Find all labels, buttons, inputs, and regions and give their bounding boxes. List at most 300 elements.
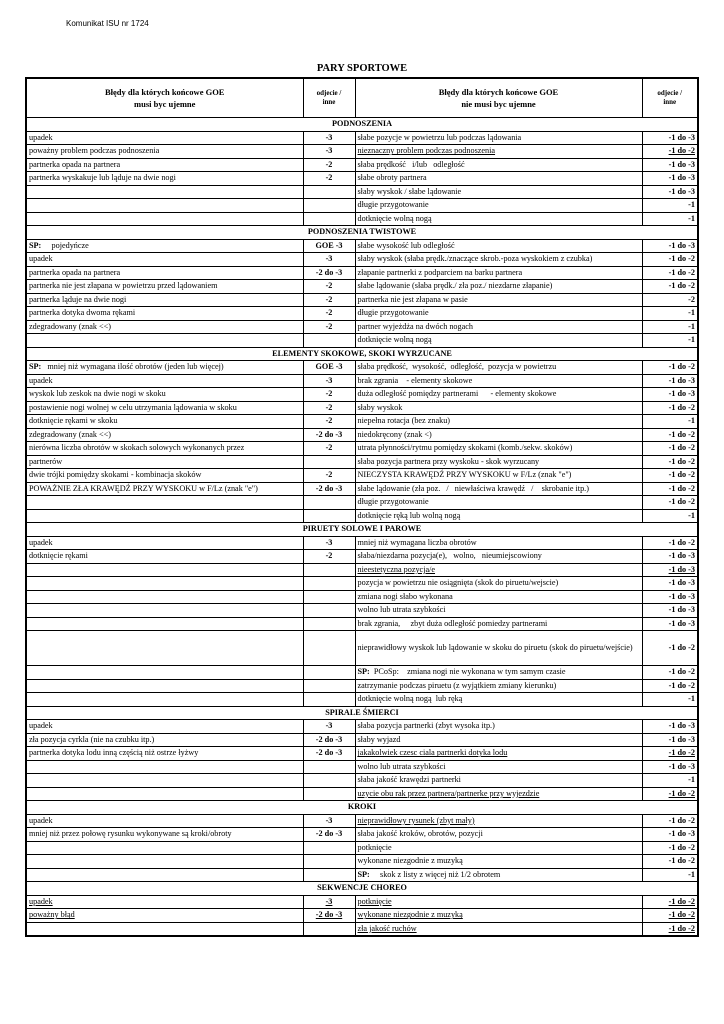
deduction-value-optional	[642, 455, 698, 469]
deduction-value-optional	[642, 199, 698, 213]
error-description-negative	[26, 334, 303, 348]
deduction-value-optional	[642, 320, 698, 334]
deduction-text: -1 do -3	[668, 721, 695, 731]
deduction-text: -1	[688, 510, 695, 520]
error-description-negative	[26, 158, 303, 172]
error-description-optional	[355, 747, 642, 761]
error-text: zmiana nogi słabo wykonana	[357, 591, 453, 601]
error-text: partnerka dotyka lodu inną częścią niż ostrze łyżwy	[29, 748, 199, 758]
error-text: słaby wyjazd	[357, 734, 401, 744]
error-text: potknięcie	[357, 842, 392, 852]
error-text: słaba prędkość i/lub odległość	[357, 159, 465, 169]
column-header-right: Błędy dla których końcowe GOE nie musi byc ujemne	[355, 78, 642, 118]
deduction-value-negative	[303, 253, 355, 267]
error-text: zdegradowany (znak <<)	[29, 429, 111, 439]
error-description-optional	[355, 774, 642, 788]
deduction-value-optional	[642, 895, 698, 909]
error-text: partnerka dotyka dwoma rękami	[29, 308, 136, 318]
error-text: pozycja w powietrzu nie osiągnięta (skok do piruetu/wejscie)	[357, 578, 559, 588]
table-row	[26, 239, 698, 253]
deduction-value-negative	[303, 239, 355, 253]
error-description-negative	[26, 145, 303, 159]
error-description-negative	[26, 320, 303, 334]
error-text: uzycie obu rak przez partnera/partnerke przy wyjezdzie	[357, 788, 540, 798]
section-header-row	[26, 118, 698, 132]
error-description-optional	[355, 909, 642, 923]
error-text: brak zgrania, zbyt duża odległość pomiedzy partnerami	[357, 618, 548, 628]
table-row	[26, 361, 698, 375]
deduction-text: -1 do -3	[668, 734, 695, 744]
deduction-value-optional	[642, 747, 698, 761]
error-description-optional	[355, 131, 642, 145]
deduction-text: -1 do -2	[668, 254, 695, 264]
error-description-negative	[26, 455, 303, 469]
deduction-value-negative	[303, 550, 355, 564]
error-text: poważny problem podczas podnoszenia	[29, 146, 160, 156]
deduction-text: -1 do -2	[668, 267, 695, 277]
deduction-value-negative	[303, 361, 355, 375]
deduction-text: -1 do -3	[668, 159, 695, 169]
error-description-negative	[26, 131, 303, 145]
error-description-optional	[355, 760, 642, 774]
deduction-text: -1 do -3	[668, 551, 695, 561]
deduction-text: -1 do -3	[668, 173, 695, 183]
error-description-negative	[26, 239, 303, 253]
deduction-value-negative	[303, 590, 355, 604]
deduction-text: -1 do -2	[668, 896, 695, 906]
deduction-text: -1	[688, 321, 695, 331]
error-description-negative	[26, 280, 303, 294]
error-description-negative	[26, 828, 303, 842]
section-header-row	[26, 706, 698, 720]
deduction-value-optional	[642, 266, 698, 280]
deduction-text: -1	[688, 694, 695, 704]
table-row	[26, 550, 698, 564]
error-text: partnerka nie jest złapana w powietrzu przed lądowaniem	[29, 281, 218, 291]
deduction-value-negative	[303, 563, 355, 577]
error-text: upadek	[29, 375, 53, 385]
deduction-text: -1 do -2	[668, 856, 695, 866]
error-text: zła jakość ruchów	[357, 923, 417, 933]
table-row	[26, 604, 698, 618]
error-description-negative	[26, 693, 303, 707]
error-description-optional	[355, 158, 642, 172]
deduction-value-negative	[303, 760, 355, 774]
error-text: wolno lub utrata szybkości	[357, 605, 446, 615]
error-text: pojedyńcze	[41, 240, 89, 250]
error-description-optional	[355, 428, 642, 442]
error-text: dotknięcie wolną nogą	[357, 213, 432, 223]
deduction-value-optional	[642, 693, 698, 707]
deduction-text: -1 do -2	[668, 456, 695, 466]
error-text: skok z listy z więcej niż 1/2 obrotem	[369, 869, 501, 879]
error-text: dotknięcie wolną nogą	[357, 335, 432, 345]
table-row	[26, 720, 698, 734]
error-description-optional	[355, 212, 642, 226]
error-description-negative	[26, 482, 303, 496]
deduction-value-negative	[303, 909, 355, 923]
deduction-value-optional	[642, 361, 698, 375]
error-text: długie przygotowanie	[357, 200, 429, 210]
error-description-optional	[355, 895, 642, 909]
error-description-negative	[26, 199, 303, 213]
table-row	[26, 469, 698, 483]
error-text: mniej niż wymagana liczba obrotów	[357, 537, 477, 547]
error-text: dotknięcie ręką lub wolną nogą	[357, 510, 461, 520]
deduction-text: -2	[325, 159, 333, 169]
error-description-negative	[26, 293, 303, 307]
error-text: partnerka opada na partnera	[29, 159, 121, 169]
error-text: słabe wysokość lub odległość	[357, 240, 455, 250]
deduction-value-negative	[303, 693, 355, 707]
error-description-negative	[26, 617, 303, 631]
deduction-value-negative	[303, 895, 355, 909]
error-description-optional	[355, 787, 642, 801]
section-title: ELEMENTY SKOKOWE, SKOKI WYRZUCANE	[26, 347, 698, 361]
table-row	[26, 131, 698, 145]
deduction-value-optional	[642, 185, 698, 199]
deduction-text: -1 do -3	[668, 605, 695, 615]
table-row	[26, 666, 698, 680]
error-description-negative	[26, 720, 303, 734]
table-row	[26, 496, 698, 510]
table-row	[26, 536, 698, 550]
deduction-text: -1 do -3	[668, 578, 695, 588]
errors-table	[25, 77, 699, 937]
deduction-value-negative	[303, 388, 355, 402]
error-text: wykonane niezgodnie z muzyką	[357, 856, 463, 866]
table-row	[26, 388, 698, 402]
error-text: słaba pozycja partnerki (zbyt wysoka itp.)	[357, 721, 495, 731]
error-description-optional	[355, 496, 642, 510]
table-row	[26, 253, 698, 267]
error-description-negative	[26, 855, 303, 869]
deduction-value-negative	[303, 617, 355, 631]
error-text: słaba pozycja partnera przy wyskoku - skok wyrzucany	[357, 456, 540, 466]
deduction-value-negative	[303, 185, 355, 199]
error-description-negative	[26, 590, 303, 604]
error-description-negative	[26, 841, 303, 855]
sp-label: SP:	[357, 667, 370, 677]
error-description-negative	[26, 733, 303, 747]
deduction-value-optional	[642, 922, 698, 936]
deduction-value-optional	[642, 158, 698, 172]
deduction-value-optional	[642, 496, 698, 510]
error-text: słabe pozycje w powietrzu lub podczas lądowania	[357, 132, 522, 142]
error-description-negative	[26, 604, 303, 618]
deduction-value-optional	[642, 442, 698, 456]
deduction-text: -2	[325, 416, 333, 426]
error-description-optional	[355, 841, 642, 855]
error-description-optional	[355, 482, 642, 496]
deduction-text: -3	[325, 375, 333, 385]
error-description-optional	[355, 266, 642, 280]
deduction-value-negative	[303, 307, 355, 321]
deduction-text: -3	[325, 146, 333, 156]
error-text: utrata płynności/rytmu pomiędzy skokami (komb./sekw. skoków)	[357, 443, 573, 453]
error-text: nieprawidłowy wyskok lub lądowanie w skoku do piruetu (skok do piruetu/wejście)	[357, 643, 633, 652]
error-description-optional	[355, 868, 642, 882]
deduction-value-optional	[642, 334, 698, 348]
deduction-text: -3	[325, 721, 333, 731]
deduction-text: -1 do -2	[668, 497, 695, 507]
deduction-value-optional	[642, 828, 698, 842]
table-row	[26, 199, 698, 213]
error-description-negative	[26, 374, 303, 388]
table-row	[26, 679, 698, 693]
section-header-row	[26, 801, 698, 815]
deduction-text: -1 do -2	[668, 470, 695, 480]
error-description-optional	[355, 733, 642, 747]
deduction-text: -1 do -2	[668, 748, 695, 758]
error-description-negative	[26, 442, 303, 456]
deduction-text: -1 do -2	[668, 483, 695, 493]
table-row	[26, 590, 698, 604]
deduction-value-optional	[642, 469, 698, 483]
deduction-text: -1	[688, 869, 695, 879]
deduction-value-optional	[642, 787, 698, 801]
table-row	[26, 374, 698, 388]
error-text: długie przygotowanie	[357, 308, 429, 318]
table-row	[26, 145, 698, 159]
error-text: słaby wyskok (słaba prędk./znaczące skrob.-poza wyskokiem z czubka)	[357, 254, 593, 264]
sp-label: SP:	[357, 869, 370, 879]
table-row	[26, 563, 698, 577]
deduction-value-negative	[303, 828, 355, 842]
deduction-value-optional	[642, 374, 698, 388]
table-row	[26, 868, 698, 882]
error-description-optional	[355, 388, 642, 402]
error-text: wolno lub utrata szybkości	[357, 761, 446, 771]
deduction-text: -3	[325, 254, 333, 264]
deduction-value-optional	[642, 428, 698, 442]
table-row	[26, 415, 698, 429]
error-description-negative	[26, 666, 303, 680]
table-row	[26, 787, 698, 801]
error-text: zła pozycja cyrkla (nie na czubku itp.)	[29, 734, 155, 744]
table-row	[26, 617, 698, 631]
error-description-optional	[355, 550, 642, 564]
deduction-value-negative	[303, 320, 355, 334]
deduction-text: -1 do -3	[668, 761, 695, 771]
deduction-text: -2	[325, 294, 333, 304]
error-description-negative	[26, 509, 303, 523]
error-description-optional	[355, 828, 642, 842]
table-row	[26, 855, 698, 869]
deduction-value-optional	[642, 307, 698, 321]
deduction-text: -2	[325, 173, 333, 183]
deduction-value-optional	[642, 172, 698, 186]
table-row	[26, 841, 698, 855]
deduction-value-negative	[303, 720, 355, 734]
deduction-value-negative	[303, 747, 355, 761]
table-body	[26, 118, 698, 937]
section-header-row	[26, 226, 698, 240]
error-text: dotknięcie rękami	[29, 551, 88, 561]
error-description-optional	[355, 401, 642, 415]
error-description-optional	[355, 320, 642, 334]
error-description-negative	[26, 401, 303, 415]
error-description-negative	[26, 563, 303, 577]
deduction-text: -2	[325, 281, 333, 291]
deduction-text: -2 do -3	[315, 829, 343, 839]
deduction-value-negative	[303, 280, 355, 294]
deduction-text: -1 do -2	[668, 281, 695, 291]
deduction-value-negative	[303, 199, 355, 213]
error-description-negative	[26, 212, 303, 226]
deduction-text: -2	[325, 470, 333, 480]
deduction-text: GOE -3	[315, 362, 343, 372]
table-row	[26, 760, 698, 774]
deduction-value-optional	[642, 631, 698, 666]
deduction-text: -1 do -3	[668, 186, 695, 196]
error-text: upadek	[29, 896, 53, 906]
deduction-text: -2 do -3	[315, 910, 343, 920]
deduction-text: -1 do -2	[668, 923, 695, 933]
deduction-value-optional	[642, 239, 698, 253]
error-description-optional	[355, 693, 642, 707]
section-title: KROKI	[26, 801, 698, 815]
error-text: potknięcie	[357, 896, 392, 906]
error-description-optional	[355, 679, 642, 693]
deduction-text: -3	[325, 537, 333, 547]
table-row	[26, 828, 698, 842]
error-description-negative	[26, 496, 303, 510]
error-description-negative	[26, 415, 303, 429]
deduction-value-optional	[642, 131, 698, 145]
section-header-row	[26, 347, 698, 361]
deduction-text: -1 do -3	[668, 618, 695, 628]
error-description-negative	[26, 185, 303, 199]
deduction-text: -1 do -2	[668, 146, 695, 156]
error-text: partnerów	[29, 456, 63, 466]
table-row	[26, 334, 698, 348]
error-description-negative	[26, 253, 303, 267]
error-description-negative	[26, 631, 303, 666]
deduction-value-negative	[303, 482, 355, 496]
error-description-optional	[355, 922, 642, 936]
error-description-negative	[26, 266, 303, 280]
table-row	[26, 814, 698, 828]
error-description-optional	[355, 666, 642, 680]
deduction-value-negative	[303, 922, 355, 936]
error-description-optional	[355, 720, 642, 734]
section-header-row	[26, 882, 698, 896]
deduction-text: -3	[325, 132, 333, 142]
deduction-value-optional	[642, 482, 698, 496]
deduction-value-negative	[303, 787, 355, 801]
deduction-value-optional	[642, 604, 698, 618]
deduction-value-negative	[303, 145, 355, 159]
error-text: partnerka wyskakuje lub ląduje na dwie nogi	[29, 173, 176, 183]
section-title: PODNOSZENIA TWISTOWE	[26, 226, 698, 240]
deduction-text: -2	[325, 389, 333, 399]
error-text: mniej niż wymagana ilość obrotów (jeden lub więcej)	[41, 362, 224, 372]
error-text: niepełna rotacja (bez znaku)	[357, 416, 451, 426]
error-description-negative	[26, 787, 303, 801]
deduction-value-optional	[642, 401, 698, 415]
deduction-value-negative	[303, 631, 355, 666]
error-description-negative	[26, 550, 303, 564]
column-header-deduction-left: odjecie / inne	[303, 78, 355, 118]
table-row	[26, 401, 698, 415]
table-row	[26, 172, 698, 186]
deduction-value-negative	[303, 496, 355, 510]
error-description-optional	[355, 604, 642, 618]
deduction-value-negative	[303, 442, 355, 456]
error-description-optional	[355, 590, 642, 604]
section-title: SEKWENCJE CHOREO	[26, 882, 698, 896]
error-text: upadek	[29, 132, 53, 142]
page-title: PARY SPORTOWE	[316, 63, 408, 74]
table-row	[26, 693, 698, 707]
table-row	[26, 922, 698, 936]
section-title: SPIRALE ŚMIERCI	[26, 706, 698, 720]
table-row	[26, 455, 698, 469]
deduction-text: -2	[325, 443, 333, 453]
error-text: dotknięcie wolną nogą lub ręką	[357, 694, 463, 704]
error-description-negative	[26, 172, 303, 186]
deduction-text: -3	[325, 815, 333, 825]
deduction-value-optional	[642, 617, 698, 631]
error-description-optional	[355, 374, 642, 388]
error-text: dwie trójki pomiędzy skokami - kombinacja skoków	[29, 470, 202, 480]
deduction-value-negative	[303, 774, 355, 788]
error-description-optional	[355, 855, 642, 869]
deduction-value-negative	[303, 266, 355, 280]
deduction-text: -1 do -2	[668, 537, 695, 547]
error-description-optional	[355, 469, 642, 483]
sp-label: SP:	[29, 362, 42, 372]
deduction-value-negative	[303, 401, 355, 415]
deduction-text: -1 do -2	[668, 443, 695, 453]
deduction-text: -1	[688, 213, 695, 223]
error-description-optional	[355, 145, 642, 159]
deduction-text: -1 do -3	[668, 240, 695, 250]
error-description-optional	[355, 334, 642, 348]
error-text: złapanie partnerki z podparciem na barku partnera	[357, 267, 523, 277]
error-description-optional	[355, 239, 642, 253]
column-header-deduction-right: odjecie / inne	[642, 78, 698, 118]
deduction-value-optional	[642, 774, 698, 788]
error-description-optional	[355, 814, 642, 828]
deduction-value-negative	[303, 733, 355, 747]
deduction-text: -1 do -3	[668, 591, 695, 601]
error-description-negative	[26, 747, 303, 761]
table-row	[26, 733, 698, 747]
error-description-negative	[26, 428, 303, 442]
deduction-value-optional	[642, 388, 698, 402]
error-description-optional	[355, 199, 642, 213]
error-text: słaby wyskok	[357, 402, 403, 412]
deduction-value-optional	[642, 760, 698, 774]
deduction-text: -1 do -2	[668, 643, 695, 652]
error-text: postawienie nogi wolnej w celu utrzymania lądowania w skoku	[29, 402, 237, 412]
error-description-optional	[355, 617, 642, 631]
deduction-text: -1 do -3	[668, 564, 695, 574]
error-text: upadek	[29, 815, 53, 825]
error-text: mniej niż przez połowę rysunku wykonywane są kroki/obroty	[29, 829, 232, 839]
error-description-optional	[355, 253, 642, 267]
deduction-value-negative	[303, 415, 355, 429]
error-description-negative	[26, 361, 303, 375]
deduction-value-optional	[642, 415, 698, 429]
deduction-value-negative	[303, 469, 355, 483]
deduction-value-negative	[303, 212, 355, 226]
table-row	[26, 428, 698, 442]
error-text: jakakolwiek czesc ciala partnerki dotyka lodu	[357, 748, 508, 758]
error-text: niedokręcony (znak <)	[357, 429, 432, 439]
